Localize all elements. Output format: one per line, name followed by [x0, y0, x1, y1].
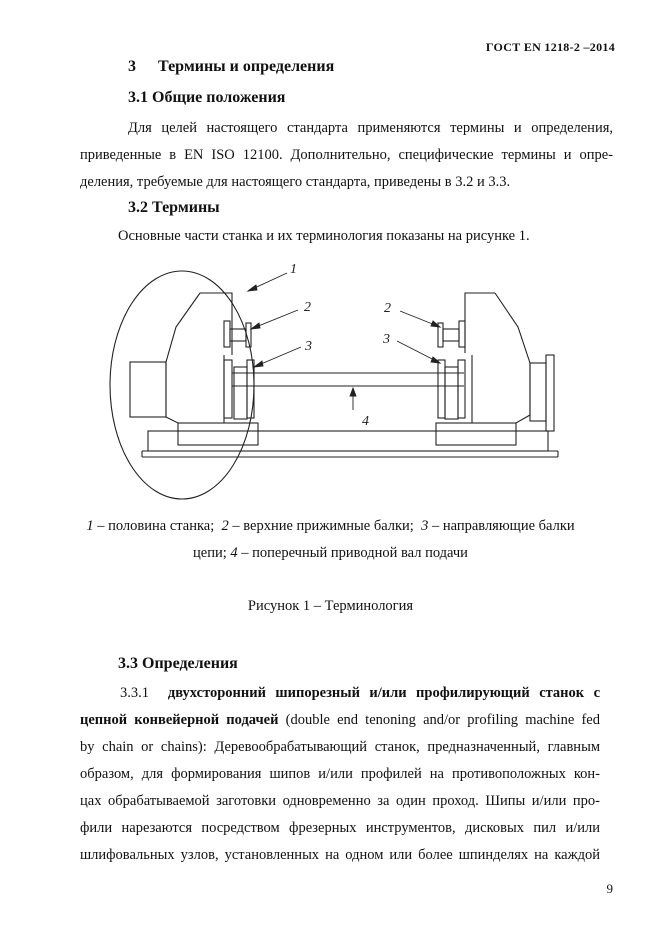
section-3-1-paragraph: [80, 115, 613, 196]
page-number: 9: [606, 881, 613, 896]
figure-labels: [290, 262, 391, 429]
legend-text: цепи;: [193, 545, 227, 561]
definition-line: [80, 707, 600, 734]
definition-line: by chain or chains): Деревообрабатывающий станок, предназначенный, главным: [80, 739, 600, 755]
definition-number: 3.3.1: [120, 685, 149, 701]
definition-line: [80, 680, 600, 707]
figure-title: Рисунок 1 – Терминология: [247, 598, 414, 614]
definition-line: фили нарезаются посредством фрезерных инструментов, дисковых пил и/или: [80, 820, 600, 836]
right-machine-half: [436, 293, 554, 445]
legend-text: – верхние прижимные балки;: [228, 518, 414, 534]
legend-text: – половина станка;: [93, 518, 215, 534]
definition-text: (double end tenoning and/or profiling machine fed: [278, 712, 600, 728]
section-3-2-heading: 3.2 Термины: [128, 199, 220, 216]
definition-line: шлифовальных узлов, установленных на одном или более шпинделях на каждой: [80, 847, 600, 863]
defined-term: цепной конвейерной подачей: [80, 712, 279, 728]
label-1: 1: [290, 262, 297, 277]
paragraph-line: Для целей настоящего стандарта применяются термины и определения,: [128, 120, 613, 136]
section-3-1-heading: 3.1 Общие положения: [128, 89, 286, 106]
definition-line: цах обрабатываемой заготовки одновременно за один проход. Шипы и/или про-: [80, 793, 600, 809]
section-3-title: Термины и определения: [158, 58, 335, 75]
machine-diagram: [100, 255, 580, 505]
section-3-heading: [128, 58, 334, 76]
label-3-right: 3: [383, 332, 390, 347]
leader-lines: [248, 273, 440, 410]
legend-number: 4: [230, 545, 238, 561]
paragraph-line: деления, требуемые для настоящего стандарта, приведены в 3.2 и 3.3.: [80, 174, 511, 190]
figure-legend-line-1: [0, 518, 661, 535]
legend-number: 1: [86, 518, 94, 534]
defined-term: двухсторонний шипорезный и/или профилирующий станок с: [167, 685, 601, 701]
legend-number: 2: [221, 518, 229, 534]
label-2-right: 2: [384, 301, 391, 316]
label-3-left: 3: [305, 339, 312, 354]
drive-shaft: [232, 373, 464, 386]
machine-base: [142, 431, 558, 457]
label-2-left: 2: [304, 300, 311, 315]
legend-text: – направляющие балки: [428, 518, 575, 534]
figure-legend-line-2: [0, 545, 661, 562]
standard-code: ГОСТ EN 1218-2 –2014: [485, 40, 615, 54]
definition-line: образом, для формирования шипов и/или профилей на противоположных кон-: [80, 766, 600, 782]
section-3-2-intro: Основные части станка и их терминология показаны на рисунке 1.: [118, 228, 530, 244]
legend-number: 3: [421, 518, 429, 534]
section-3-number: 3: [128, 58, 136, 75]
paragraph-line: приведенные в EN ISO 12100. Дополнительно, специфические термины и опре-: [80, 147, 613, 163]
legend-text: – поперечный приводной вал подачи: [237, 545, 468, 561]
definition-3-3-1: [80, 680, 600, 869]
section-3-3-heading: 3.3 Определения: [118, 655, 238, 672]
label-4: 4: [362, 414, 369, 429]
